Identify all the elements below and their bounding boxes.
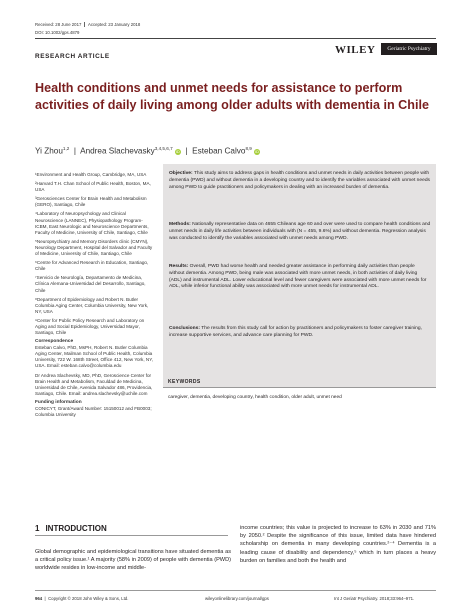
affiliation: ⁷Servicio de Neurología, Departamento de Medicina, Clínica Alemana-Universidad del Desarrollo, Santiago, Chile [35,275,146,293]
section-title: INTRODUCTION [45,524,107,533]
abstract-text: Overall, PWD had worse health and needed greater assistance in performing daily activities than people without dementia. Among PWD, being male was associated with more unmet needs, in both activities of daily living (ADL) and instrumental ADL. Lower educational level and fewer caregivers were associated with more unmet needs for ADL, while inferior functional ability was associated with more unmet needs for instrumental ADL. [169,264,427,290]
abstract-text: Nationally representative data on 4655 Chileans age 60 and over were used to compare health conditions and unmet needs in daily life activities between individuals with (N = 455, 9.6%) and without dementia. Regression analysis was conducted to identify the variables associated with unmet needs among PWD. [169,222,431,241]
author-affiliation-marker: 8,9 [245,146,252,151]
affiliations-column [35,172,153,421]
keywords-rule [163,387,436,388]
keywords-heading: KEYWORDS [168,379,201,385]
author-affiliation-marker: 3,4,5,6,7 [154,146,173,151]
article-title: Health conditions and unmet needs for assistance to perform activities of daily living among older adults with dementia in Chile [35,81,429,112]
citation: Int J Geriatr Psychiatry. 2018;33:964–971. [334,596,415,601]
correspondence-entry: Dr Andrea Slachevsky, MD, PhD, Geroscience Center for Brain Health and Metabolism, Faculdad de Medicina, Universidad de Chile, Avenida Salvador 486, Providencia, Santiago, Chile. Email: andrea.slachevsky@uchile.com [35,372,153,396]
orcid-icon[interactable]: iD [255,148,259,154]
affiliation: ⁵Neuropsychiatry and Memory Disorders clinic (CMYN), Neurology Department, Hospital del Salvador and Faculty of Medicine, University of Chile, Santiago, Chile [35,238,153,257]
received-date: Received: 28 June 2017 [35,22,82,27]
keywords-list: caregiver, dementia, developing country, health condition, older adult, unmet need [168,395,342,400]
abstract-label: Results: [169,264,189,269]
affiliation: ¹Environment and Health Group, Cambridge, MA, USA [35,172,147,177]
author-affiliation-marker: 1,2 [62,146,70,151]
author-separator: | [71,146,79,156]
abstract-text: This study aims to address gaps in health conditions and unmet needs in daily activities between people with dementia (PWD) and without dementia in a developing country and to identify the variables associated with unmet needs among PWD to guide practitioners and policymakers in dealing with an increased burden of dementia. [169,171,430,190]
funding-heading: Funding information [35,399,82,405]
intro-left-column: Global demographic and epidemiological transitions have situated dementia as a critical policy issue.¹ A majority (58% in 2009) of people with dementia (PWD) worldwide resides in low-income and middle- [35,549,231,572]
section-heading [35,524,107,533]
author-name[interactable]: Esteban Calvo [192,146,246,156]
accepted-date: Accepted: 23 January 2018 [87,22,141,27]
abstract-label: Objective: [169,171,193,176]
publisher-logo: WILEY [335,44,376,56]
article-type: RESEARCH ARTICLE [35,53,110,60]
funding-info: CONICYT, Grant/Award Number: 15150012 and FB0003; Columbia University [35,405,152,417]
affiliation: ⁸Department of Epidemiology and Robert N. Butler Columbia Aging Center, Columbia University, New York, NY, USA [35,296,149,314]
header-rule [35,38,436,39]
author-list [35,146,260,156]
affiliation: ²Harvard T.H. Chan School of Public Health, Boston, MA, USA [35,181,151,193]
publication-dates [35,22,140,27]
section-number: 1 [35,524,40,533]
footer-rule [35,590,436,591]
abstract-methods [169,222,431,242]
affiliation: ⁴Laboratory of Neuropsychology and Clinical Neuroscience (LANNEC), Physiopathology Program-ICBM, East Neurologic and Neuroscience Departments, Faculty of Medicine, University of Chile, Santiago, Chile [35,211,149,235]
orcid-icon[interactable]: iD [176,148,180,154]
journal-url[interactable]: wileyonlinelibrary.com/journal/gps [205,596,269,601]
abstract-label: Conclusions: [169,326,200,331]
date-separator [84,22,85,27]
author-name[interactable]: Andrea Slachevasky [80,146,155,156]
journal-badge: Geriatric Psychiatry [381,43,437,55]
intro-right-column: income countries; this value is projected to increase to 63% in 2030 and 71% by 2050.² Despite the significance of this issue, limited data have hindered scholarship on dementia in many developing countries.²⁻⁴ Dementia is a leading cause of disability and dependency,⁵ which in turn places a heavy burden on families and both the health and [240,525,436,564]
author-separator: | [183,146,190,156]
affiliation: ³Gerosciences Center for Brain Health and Metabolism (GERO), Santiago, Chile [35,196,147,208]
doi[interactable]: DOI: 10.1002/gps.4879 [35,30,80,35]
correspondence-entry: Esteban Calvo, PhD, MsPH, Robert N. Butler Columbia Aging Center, Mailman School of Public Health, Columbia University, 722 W. 168th Street, Office 412, New York, NY, USA. Email: esteban.calvo@columbia.edu [35,345,153,369]
abstract-text: The results from this study call for action by practitioners and policymakers to foster caregiver training, increase supportive services, and advance care planning for PWD. [169,326,422,338]
abstract-objective [169,171,431,191]
author-name[interactable]: Yi Zhou [35,146,63,156]
page-number: 964 [35,596,43,601]
abstract-conclusions [169,326,431,340]
section-rule [35,535,228,536]
abstract-results [169,264,431,291]
abstract-label: Methods: [169,222,191,227]
footer-left: 964 | Copyright © 2018 John Wiley & Sons, Ltd. [35,596,129,601]
affiliation: ⁹Center for Public Policy Research and Laboratory on Aging and Social Epidemiology, Universidad Mayor, Santiago, Chile [35,317,145,336]
correspondence-heading: Correspondence [35,339,74,345]
affiliation: ⁶Centre for Advanced Research in Education, Santiago, Chile [35,260,149,272]
copyright: Copyright © 2018 John Wiley & Sons, Ltd. [48,596,129,601]
